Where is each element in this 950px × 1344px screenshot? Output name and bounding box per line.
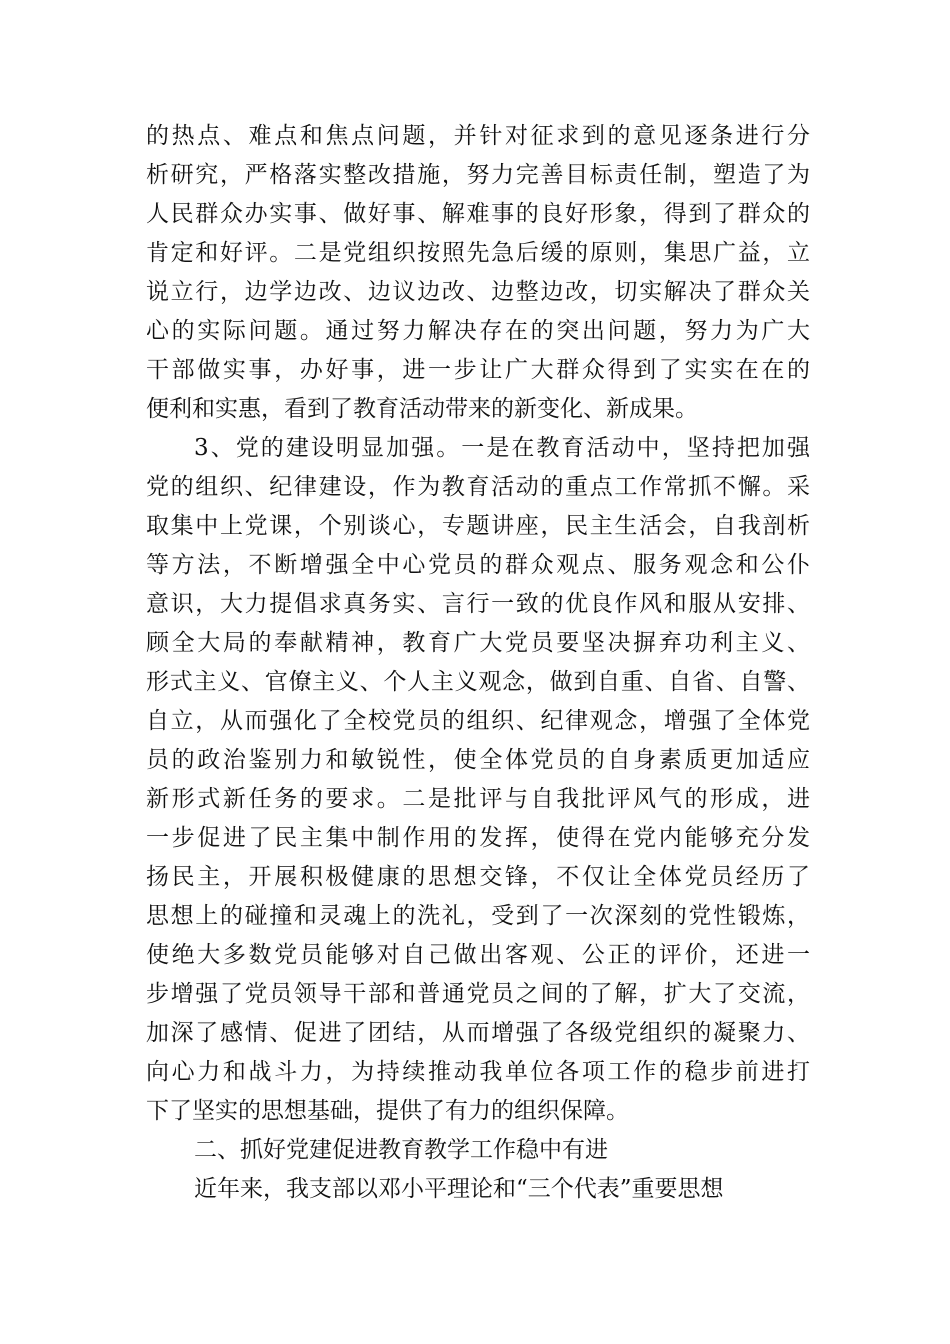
text-line: 的热点、难点和焦点问题，并针对征求到的意见逐条进行分: [146, 123, 810, 149]
text-line: 党的组织、纪律建设，作为教育活动的重点工作常抓不懈。采: [146, 474, 810, 500]
text-line: 心的实际问题。通过努力解决存在的突出问题，努力为广大: [146, 318, 810, 344]
body-text: [146, 117, 810, 1209]
text-line: 人民群众办实事、做好事、解难事的良好形象，得到了群众的: [146, 201, 810, 227]
paragraph-end-line: 下了坚实的思想基础，提供了有力的组织保障。: [146, 1098, 629, 1124]
text-line: 员的政治鉴别力和敏锐性，使全体党员的自身素质更加适应: [146, 747, 810, 773]
text-line: 新形式新任务的要求。二是批评与自我批评风气的形成，进: [146, 786, 810, 812]
text-line: 扬民主，开展积极健康的思想交锋，不仅让全体党员经历了: [146, 864, 810, 890]
text-line: 析研究，严格落实整改措施，努力完善目标责任制，塑造了为: [146, 162, 810, 188]
text-line: 向心力和战斗力，为持续推动我单位各项工作的稳步前进打: [146, 1059, 810, 1085]
text-line: 意识，大力提倡求真务实、言行一致的优良作风和服从安排、: [146, 591, 810, 617]
paragraph-start-line: 3、党的建设明显加强。一是在教育活动中，坚持把加强: [194, 435, 810, 461]
text-line: 思想上的碰撞和灵魂上的洗礼，受到了一次深刻的党性锻炼，: [146, 903, 810, 929]
paragraph-start-line: 近年来，我支部以邓小平理论和“三个代表”重要思想: [194, 1176, 724, 1202]
text-line: 说立行，边学边改、边议边改、边整边改，切实解决了群众关: [146, 279, 810, 305]
text-line: 自立，从而强化了全校党员的组织、纪律观念，增强了全体党: [146, 708, 810, 734]
text-line: 使绝大多数党员能够对自己做出客观、公正的评价，还进一: [146, 942, 810, 968]
text-line: 干部做实事，办好事，进一步让广大群众得到了实实在在的: [146, 357, 810, 383]
text-line: 步增强了党员领导干部和普通党员之间的了解，扩大了交流，: [146, 981, 810, 1007]
text-line: 取集中上党课，个别谈心，专题讲座，民主生活会，自我剖析: [146, 513, 810, 539]
text-line: 等方法，不断增强全中心党员的群众观点、服务观念和公仆: [146, 552, 810, 578]
section-heading: 二、抓好党建促进教育教学工作稳中有进: [194, 1137, 608, 1163]
text-line: 形式主义、官僚主义、个人主义观念，做到自重、自省、自警、: [146, 669, 810, 695]
text-line: 肯定和好评。二是党组织按照先急后缓的原则，集思广益，立: [146, 240, 810, 266]
paragraph-end-line: 便利和实惠，看到了教育活动带来的新变化、新成果。: [146, 396, 698, 422]
text-line: 加深了感情、促进了团结，从而增强了各级党组织的凝聚力、: [146, 1020, 810, 1046]
text-line: 顾全大局的奉献精神，教育广大党员要坚决摒弃功利主义、: [146, 630, 810, 656]
text-line: 一步促进了民主集中制作用的发挥，使得在党内能够充分发: [146, 825, 810, 851]
